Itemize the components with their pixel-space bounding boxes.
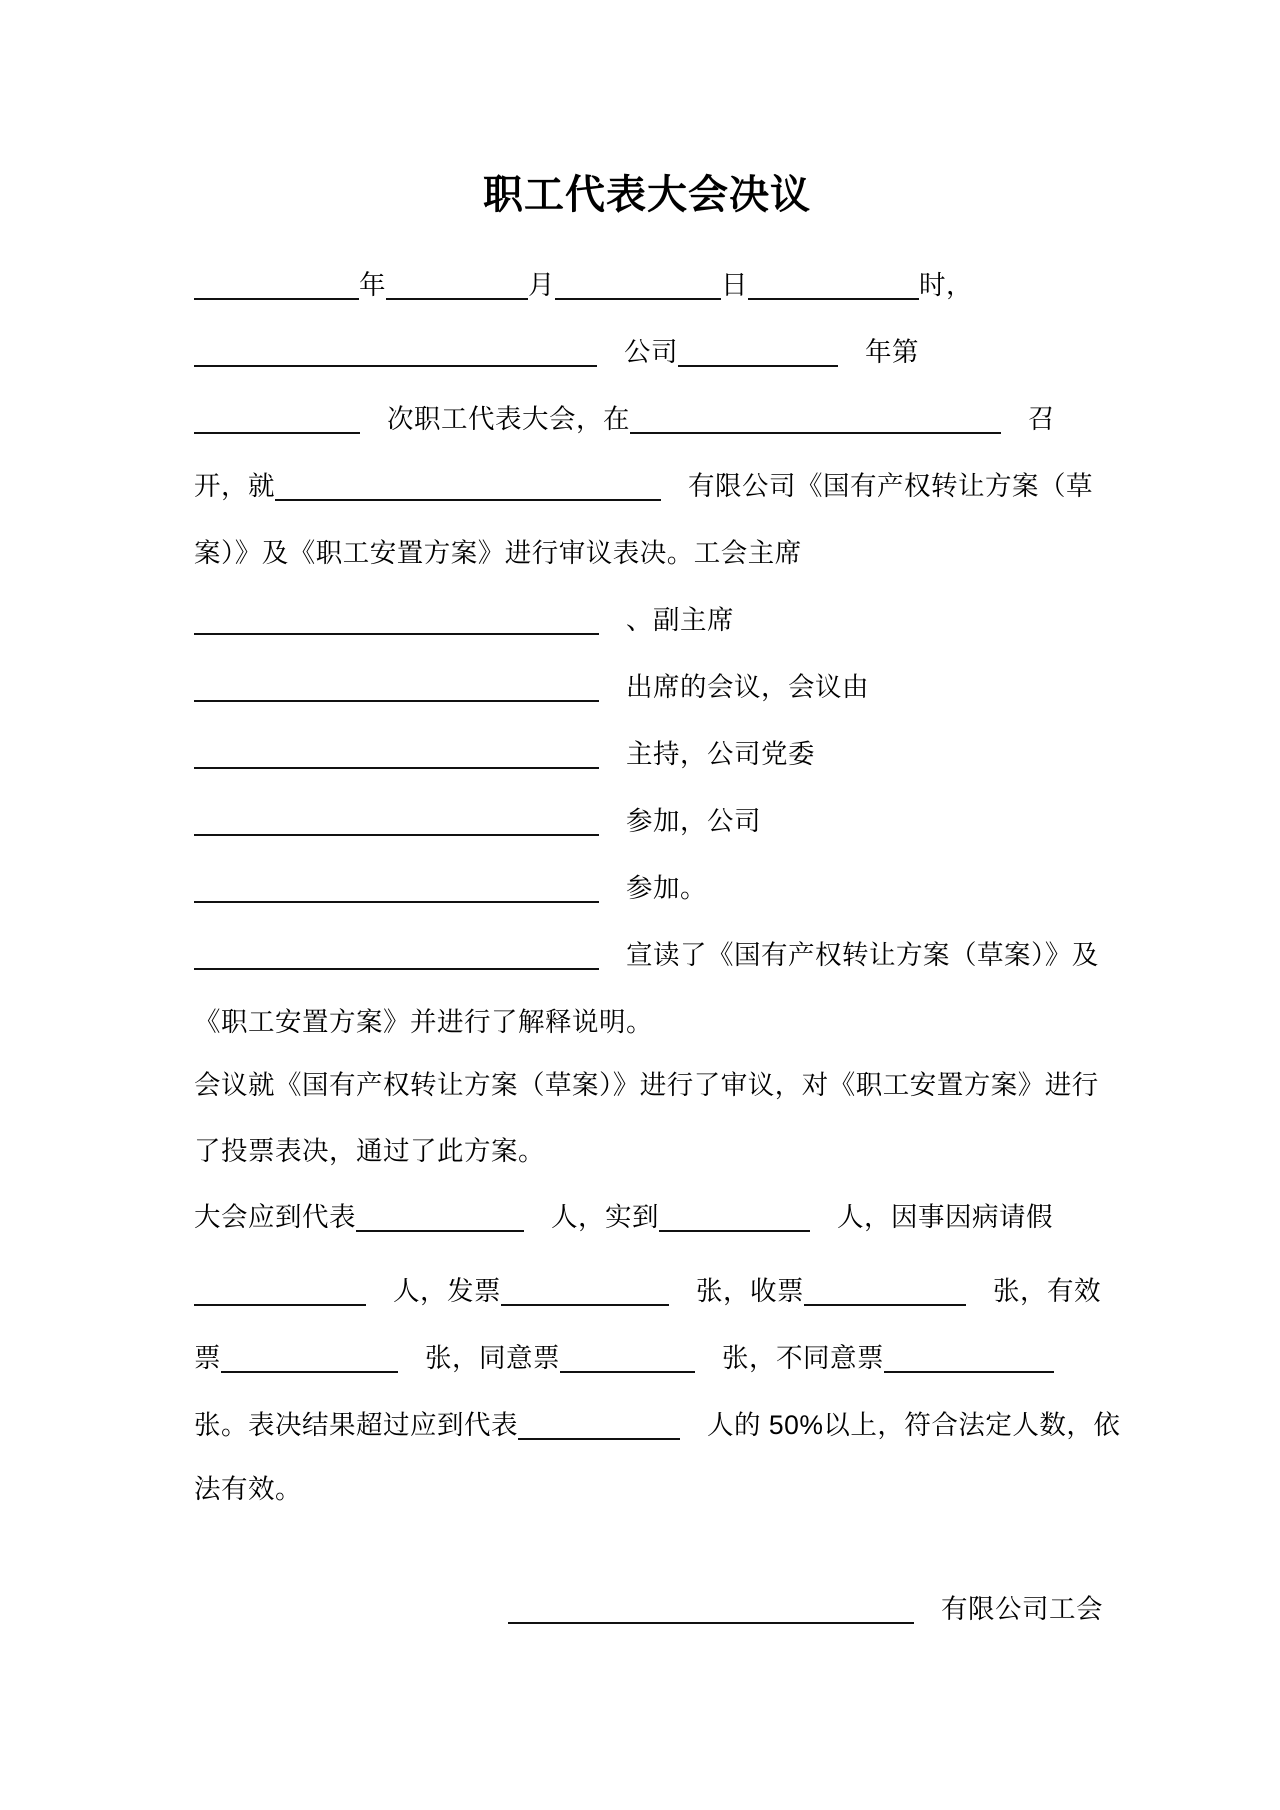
document-line-13 xyxy=(194,1065,1099,1105)
line-text: 开，就 xyxy=(194,471,275,501)
blank-underline xyxy=(194,942,599,971)
blank-underline xyxy=(194,272,359,301)
document-line-9 xyxy=(194,801,761,841)
document-line-15 xyxy=(194,1197,1053,1237)
blank-underline xyxy=(630,406,1001,435)
document-line-20 xyxy=(508,1589,1103,1629)
line-text: 法有效。 xyxy=(194,1474,302,1504)
line-text: 有限公司工会 xyxy=(914,1594,1103,1624)
document-line-7 xyxy=(194,667,869,707)
line-text: 出席的会议，会议由 xyxy=(599,672,869,702)
line-text: 、副主席 xyxy=(599,605,734,635)
line-text: 了投票表决，通过了此方案。 xyxy=(194,1136,545,1166)
blank-underline xyxy=(678,339,838,368)
line-text: 月 xyxy=(528,270,555,300)
line-text: 参加。 xyxy=(599,873,707,903)
document-line-4 xyxy=(194,466,1093,506)
line-text: 张，收票 xyxy=(669,1276,804,1306)
blank-underline xyxy=(221,1345,398,1374)
line-text: 次职工代表大会，在 xyxy=(360,404,630,434)
document-line-19 xyxy=(194,1469,302,1509)
blank-underline xyxy=(194,406,360,435)
line-text: 大会应到代表 xyxy=(194,1202,356,1232)
blank-underline xyxy=(194,674,599,703)
line-text: 会议就《国有产权转让方案（草案）》进行了审议，对《职工安置方案》进行 xyxy=(194,1070,1099,1100)
line-text: 张，不同意票 xyxy=(695,1343,884,1373)
line-text: 主持，公司党委 xyxy=(599,739,815,769)
blank-underline xyxy=(748,272,919,301)
line-text: 参加，公司 xyxy=(599,806,761,836)
line-text: 票 xyxy=(194,1343,221,1373)
line-text: 公司 xyxy=(597,337,678,367)
line-text: 年 xyxy=(359,270,386,300)
document-line-16 xyxy=(194,1271,1101,1311)
document-line-8 xyxy=(194,734,815,774)
document-line-5 xyxy=(194,533,802,573)
document-line-6 xyxy=(194,600,734,640)
document-line-18 xyxy=(194,1405,1120,1445)
blank-underline xyxy=(518,1412,680,1441)
blank-underline xyxy=(501,1278,669,1307)
blank-underline xyxy=(194,875,599,904)
line-text: 人，发票 xyxy=(366,1276,501,1306)
blank-underline xyxy=(560,1345,695,1374)
line-text: 宣读了《国有产权转让方案（草案）》及 xyxy=(599,940,1099,970)
blank-underline xyxy=(884,1345,1054,1374)
blank-underline xyxy=(194,1278,366,1307)
blank-underline xyxy=(508,1596,914,1625)
line-text: 人，因事因病请假 xyxy=(810,1202,1053,1232)
line-text: 案）》及《职工安置方案》进行审议表决。工会主席 xyxy=(194,538,802,568)
document-line-11 xyxy=(194,935,1099,975)
line-text: 张，同意票 xyxy=(398,1343,560,1373)
document-line-14 xyxy=(194,1131,545,1171)
line-text: 日 xyxy=(721,270,748,300)
line-text: 有限公司《国有产权转让方案（草 xyxy=(661,471,1093,501)
document-line-1 xyxy=(194,265,973,305)
blank-underline xyxy=(194,808,599,837)
line-text: 张。表决结果超过应到代表 xyxy=(194,1410,518,1440)
document-line-10 xyxy=(194,868,707,908)
blank-underline xyxy=(275,473,661,502)
line-text: 召 xyxy=(1001,404,1055,434)
blank-underline xyxy=(194,741,599,770)
line-text: 人的 50%以上，符合法定人数，依 xyxy=(680,1410,1121,1440)
blank-underline xyxy=(194,339,597,368)
blank-underline xyxy=(659,1204,810,1233)
line-text: 时， xyxy=(919,270,973,300)
line-text: 张，有效 xyxy=(966,1276,1101,1306)
line-text: 年第 xyxy=(838,337,919,367)
blank-underline xyxy=(555,272,721,301)
blank-underline xyxy=(356,1204,524,1233)
document-title: 职工代表大会决议 xyxy=(483,173,811,217)
line-text: 《职工安置方案》并进行了解释说明。 xyxy=(194,1007,653,1037)
document-line-3 xyxy=(194,399,1055,439)
document-line-12 xyxy=(194,1002,653,1042)
blank-underline xyxy=(804,1278,966,1307)
blank-underline xyxy=(194,607,599,636)
document-line-2 xyxy=(194,332,919,372)
blank-underline xyxy=(386,272,528,301)
line-text: 人，实到 xyxy=(524,1202,659,1232)
document-line-17 xyxy=(194,1338,1054,1378)
